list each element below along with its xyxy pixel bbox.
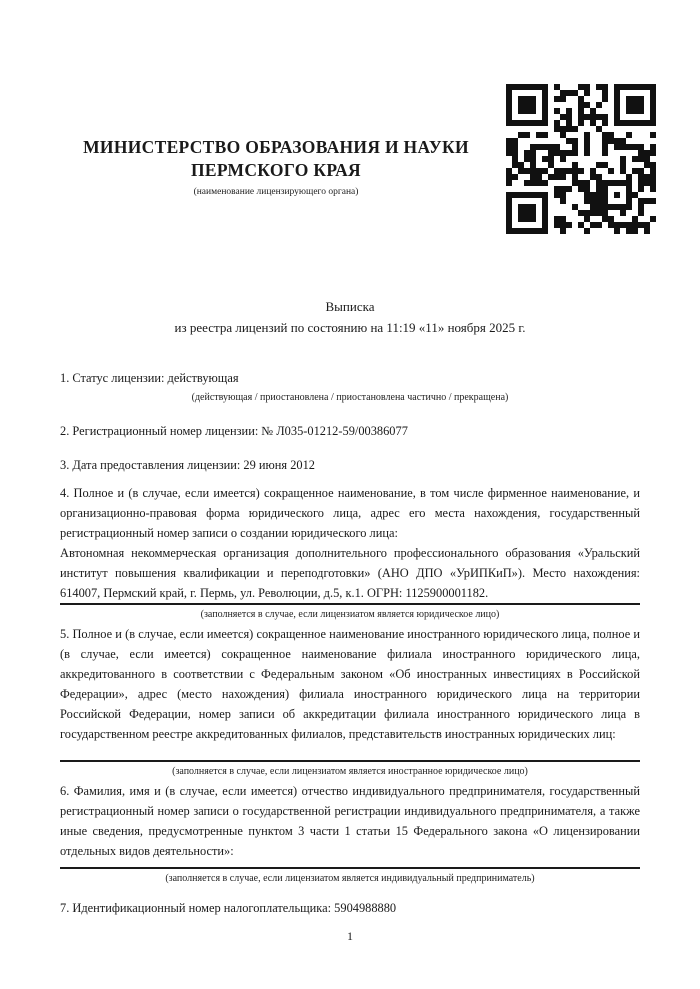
ministry-name-line2: ПЕРМСКОГО КРАЯ — [191, 160, 361, 180]
item-license-date — [60, 455, 640, 475]
item-license-status-text: 1. Статус лицензии: действующая — [60, 371, 239, 385]
item-legal-entity-question: 4. Полное и (в случае, если имеется) сокращенное наименование, в том числе фирменное наименование, и организационно-правовая форма юридического лица, адрес его места нахождения, государственный регистрационный номер записи о создании юридического лица: — [60, 486, 640, 540]
qr-code-graphic — [506, 84, 656, 234]
item-legal-entity-note: (заполняется в случае, если лицензиатом является юридическое лицо) — [200, 609, 500, 620]
document-title-line2: из реестра лицензий по состоянию на 11:19 «11» ноября 2025 г. — [174, 320, 526, 335]
item-individual-entrepreneur-answer-field — [60, 861, 640, 869]
document-title-line1: Выписка — [325, 299, 375, 314]
item-foreign-entity-answer-field — [60, 744, 640, 762]
item-foreign-entity-note: (заполняется в случае, если лицензиатом является иностранное юридическое лицо) — [172, 766, 528, 777]
ministry-name — [60, 136, 492, 182]
item-license-status — [60, 368, 640, 405]
item-legal-entity — [60, 483, 640, 622]
item-taxpayer-number-text: 7. Идентификационный номер налогоплательщика: 5904988880 — [60, 901, 397, 915]
item-individual-entrepreneur — [60, 781, 640, 886]
item-license-status-note: (действующая / приостановлена / приостановлена частично / прекращена) — [191, 392, 509, 403]
item-foreign-entity — [60, 624, 640, 779]
item-registration-number — [60, 421, 640, 441]
ministry-name-line1: МИНИСТЕРСТВО ОБРАЗОВАНИЯ И НАУКИ — [83, 137, 469, 157]
item-taxpayer-number — [60, 898, 640, 918]
item-registration-number-text: 2. Регистрационный номер лицензии: № Л035-01212-59/00386077 — [60, 424, 408, 438]
item-legal-entity-answer: Автономная некоммерческая организация дополнительного профессионального образования «Уральский институт повышения квалификации и переподготовки» (АНО ДПО «УрИПКиП»). Место нахождения: 614007, Пермский край, г. Пермь, ул. Революции, д.5, к.1. ОГРН: 1125900001182. — [60, 546, 640, 600]
page-number: 1 — [347, 929, 353, 943]
item-legal-entity-answer-field — [60, 543, 640, 605]
item-foreign-entity-question: 5. Полное и (в случае, если имеется) сокращенное наименование иностранного юридического лица, полное и (в случае, если имеется) сокращенное наименование филиала иностранного юридического лица, аккредитованного в соответствии с Федеральным законом «Об иностранных инвестициях в Российской Федерации», адрес (место нахождения) филиала иностранного юридического лица на территории Российской Федерации, номер записи об аккредитации филиала иностранного юридического лица в государственном реестре аккредитованных филиалов, представительств иностранных юридических лиц: — [60, 627, 640, 741]
item-individual-entrepreneur-note: (заполняется в случае, если лицензиатом является индивидуальный предприниматель) — [165, 873, 535, 884]
item-individual-entrepreneur-question: 6. Фамилия, имя и (в случае, если имеется) отчество индивидуального предпринимателя, государственный регистрационный номер записи о государственной регистрации индивидуального предпринимателя, а также иные сведения, предусмотренные пунктом 3 части 1 статьи 15 Федерального закона «О лицензировании отдельных видов деятельности»: — [60, 784, 640, 858]
document-body — [60, 296, 640, 944]
items-list — [60, 368, 640, 944]
qr-code-icon — [506, 84, 656, 234]
licensing-authority-header — [60, 136, 492, 198]
document-title — [60, 296, 640, 338]
item-license-date-text: 3. Дата предоставления лицензии: 29 июня 2012 — [60, 458, 316, 472]
authority-caption: (наименование лицензирующего органа) — [193, 187, 359, 197]
